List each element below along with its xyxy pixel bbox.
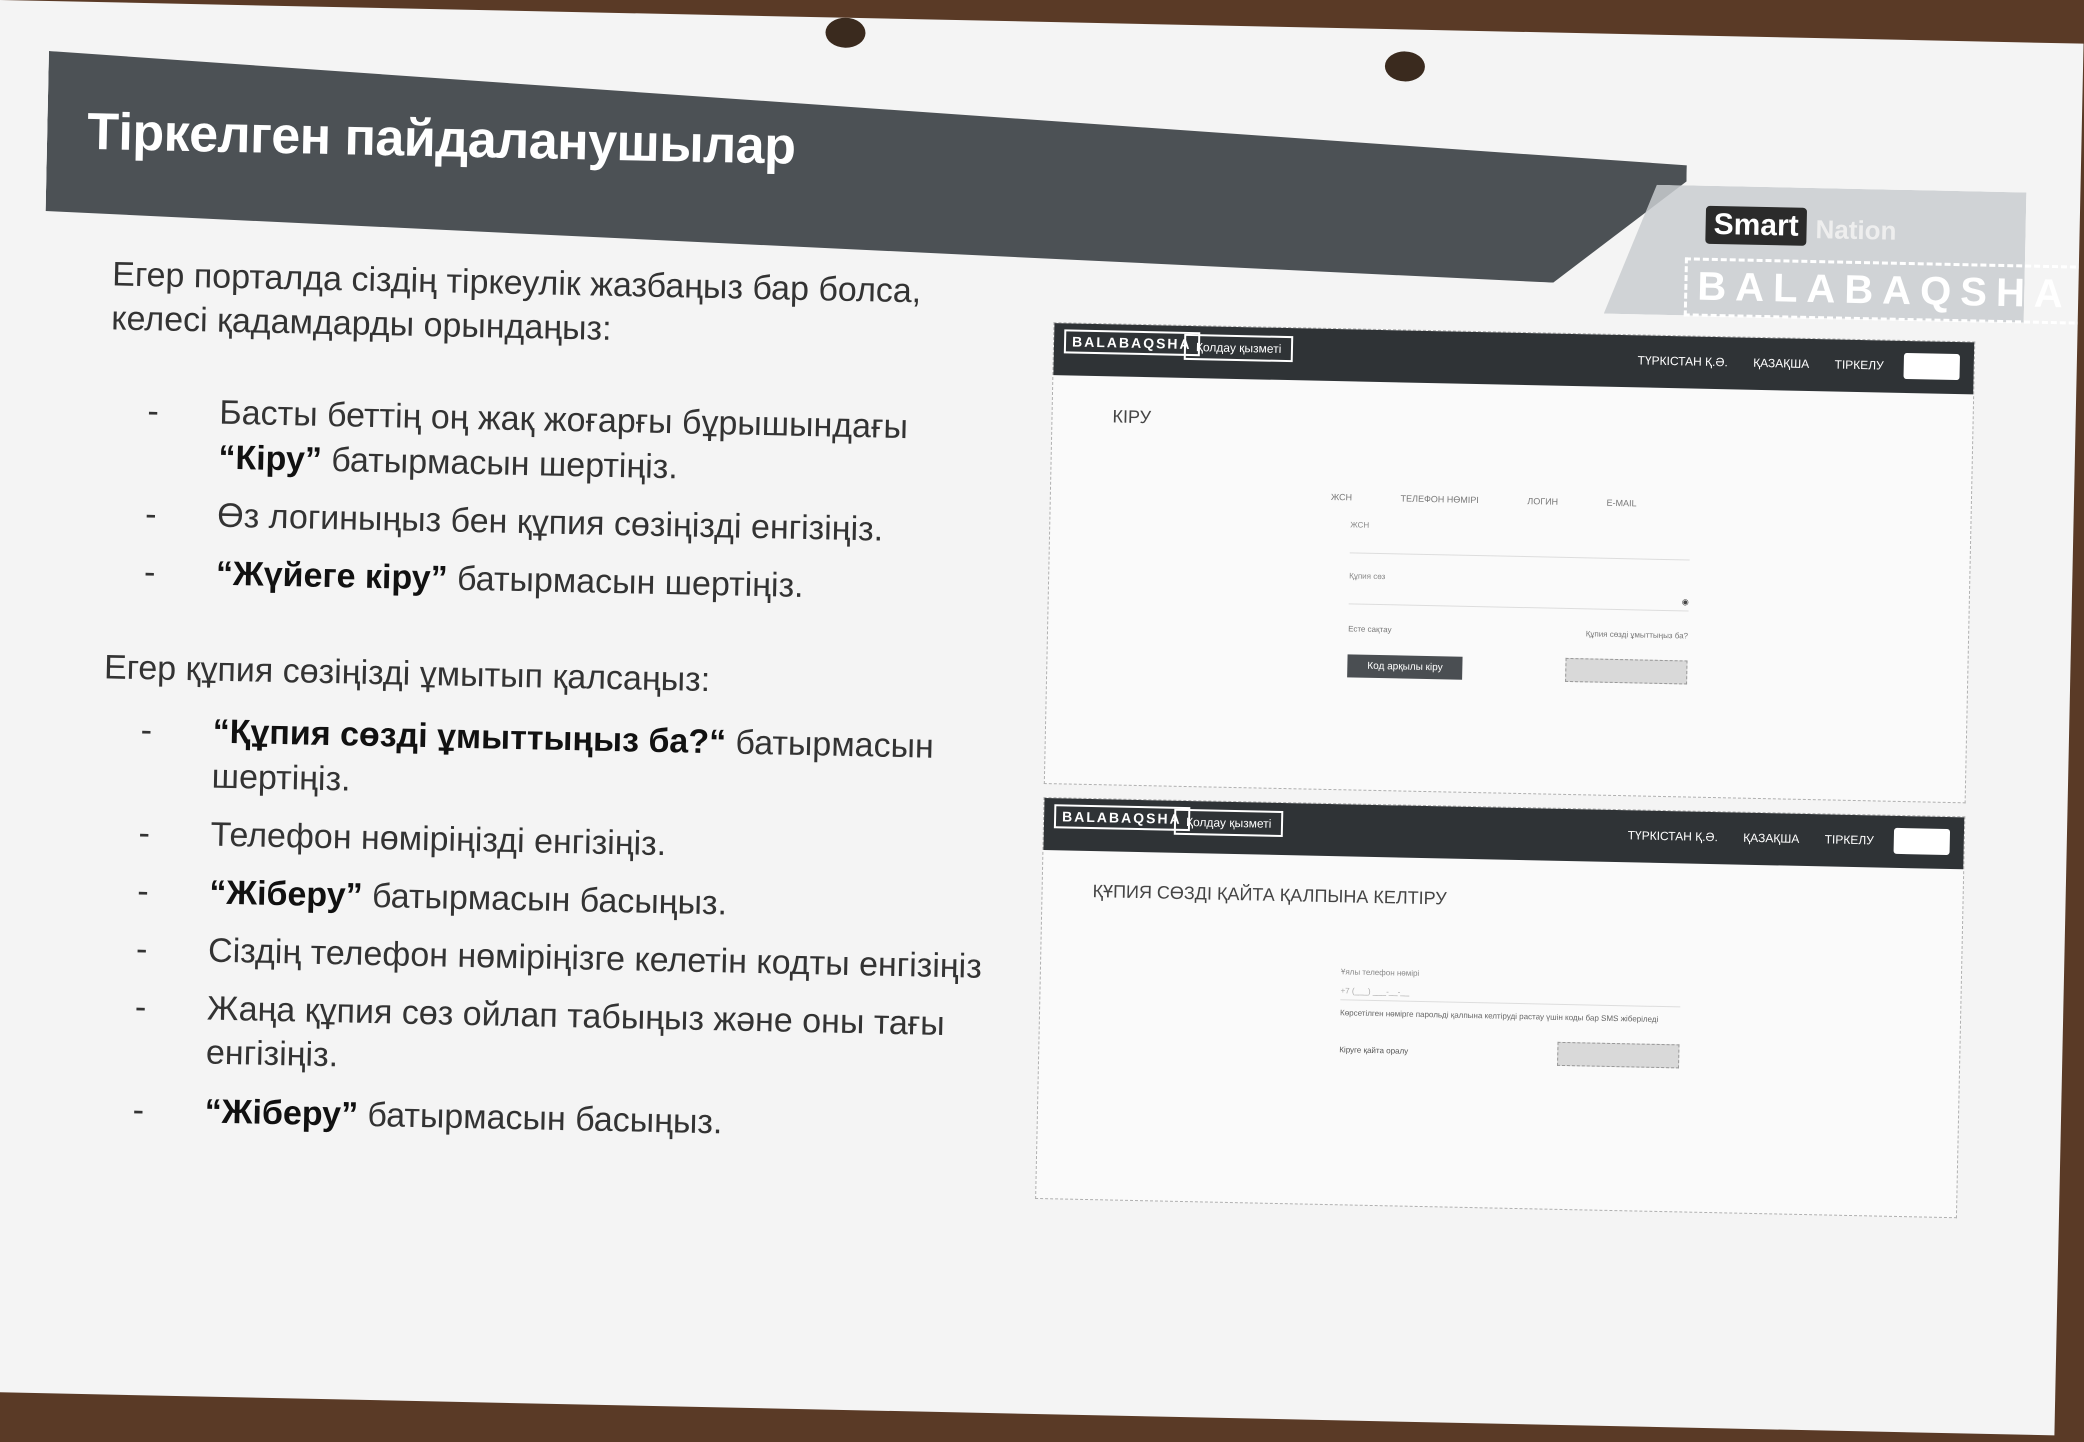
page-title: Тіркелген пайдаланушылар: [86, 102, 797, 176]
navbar: [1053, 323, 1974, 394]
list-item: - Сіздің телефон нөміріңізге келетін кодты енгізіңіз: [135, 930, 983, 986]
nav-link-region[interactable]: ТҮРКІСТАН Қ.Ә.: [1627, 828, 1719, 845]
list-item: - Өз логиныңыз бен құпия сөзіңізді енгізіңіз.: [144, 494, 884, 549]
reset-screenshot: [1035, 797, 1965, 1218]
tab-phone[interactable]: ТЕЛЕФОН НӨМІРІ: [1400, 493, 1479, 506]
remember-row: [1348, 624, 1688, 640]
list-item: - “Құпия сөзді ұмыттыңыз ба?“ батырмасын шертіңіз.: [140, 711, 935, 799]
list-item: - “Жіберу” батырмасын басыңыз.: [136, 871, 728, 923]
mini-logo: BALABAQSHA: [1064, 329, 1200, 356]
forgot-link[interactable]: Құпия сөзді ұмыттыңыз ба?: [1585, 629, 1689, 641]
code-login-button[interactable]: Код арқылы кіру: [1347, 654, 1463, 679]
list-item: - Телефон нөміріңізді енгізіңіз.: [138, 813, 667, 863]
list-item: - “Жүйеге кіру” батырмасын шертіңіз.: [143, 553, 804, 605]
list-item: - Басты беттің оң жақ жоғарғы бұрышындағы “Кіру” батырмасын шертіңіз.: [147, 392, 909, 486]
nav-link-language[interactable]: ҚАЗАҚША: [1753, 355, 1810, 371]
login-tabs: [1331, 492, 1971, 515]
tab-iin[interactable]: ЖСН: [1330, 491, 1353, 503]
login-nav-button[interactable]: [1894, 828, 1951, 855]
remember-checkbox[interactable]: Есте сақтау: [1348, 624, 1392, 635]
nav-link-region[interactable]: ТҮРКІСТАН Қ.Ә.: [1637, 353, 1728, 370]
logo-nation: Nation: [1815, 214, 1897, 246]
support-button[interactable]: Қолдау қызметі: [1184, 334, 1294, 362]
list-item: - “Жіберу” батырмасын басыңыз.: [132, 1090, 723, 1141]
password-input[interactable]: [1349, 590, 1689, 611]
tab-email[interactable]: E-MAIL: [1606, 497, 1637, 509]
nav-link-register[interactable]: ТІРКЕЛУ: [1834, 357, 1884, 373]
submit-button[interactable]: [1565, 658, 1687, 685]
login-title: КІРУ: [1112, 406, 1152, 428]
phone-input[interactable]: +7 (___) ___-__-__: [1340, 986, 1680, 1007]
send-button[interactable]: [1557, 1042, 1679, 1069]
nav-links: [1606, 828, 1874, 848]
iin-label: ЖСН: [1350, 520, 1370, 530]
instructions: [93, 252, 1012, 1201]
header-banner: [45, 51, 1689, 285]
navbar: [1043, 798, 1964, 869]
nav-link-language[interactable]: ҚАЗАҚША: [1743, 830, 1800, 846]
logo-smart: Smart: [1705, 206, 1807, 246]
punch-hole: [1385, 51, 1426, 82]
nav-links: [1615, 353, 1883, 373]
reset-title: ҚҰПИЯ СӨЗДІ ҚАЙТА ҚАЛПЫНА КЕЛТІРУ: [1092, 881, 1447, 909]
steps-login: [106, 389, 1010, 613]
phone-label: Ұялы телефон нөмірі: [1340, 967, 1420, 978]
punch-hole: [825, 17, 866, 48]
logo-balabaqsha: BALABAQSHA: [1684, 257, 2084, 324]
iin-input[interactable]: [1350, 539, 1690, 560]
eye-icon[interactable]: ◉: [1681, 597, 1689, 607]
mini-logo: BALABAQSHA: [1054, 804, 1190, 831]
back-to-login-link[interactable]: Кіруге қайта оралу: [1339, 1044, 1409, 1056]
buttons-row: [1339, 1037, 1679, 1068]
list-item: - Жаңа құпия сөз ойлап табыңыз және оны тағы енгізіңіз.: [134, 988, 946, 1075]
password-label: Құпия сөз: [1349, 571, 1386, 582]
intro-text: Егер порталда сіздің тіркеулік жазбаңыз бар болса, келесі қадамдарды орындаңыз:: [110, 255, 922, 349]
login-nav-button[interactable]: [1903, 353, 1960, 380]
buttons-row: [1347, 653, 1687, 684]
steps-forgot: [94, 708, 1003, 1150]
forgot-intro: Егер құпия сөзіңізді ұмытып қалсаңыз:: [103, 648, 711, 700]
tab-login[interactable]: ЛОГИН: [1527, 496, 1559, 507]
sms-hint: Көрсетілген нөмірге парольді қалпына келтіруді растау үшін коды бар SMS жіберіледі: [1339, 1008, 1659, 1024]
login-screenshot: [1044, 322, 1975, 803]
support-button[interactable]: Қолдау қызметі: [1174, 809, 1284, 837]
nav-link-register[interactable]: ТІРКЕЛУ: [1824, 832, 1874, 848]
